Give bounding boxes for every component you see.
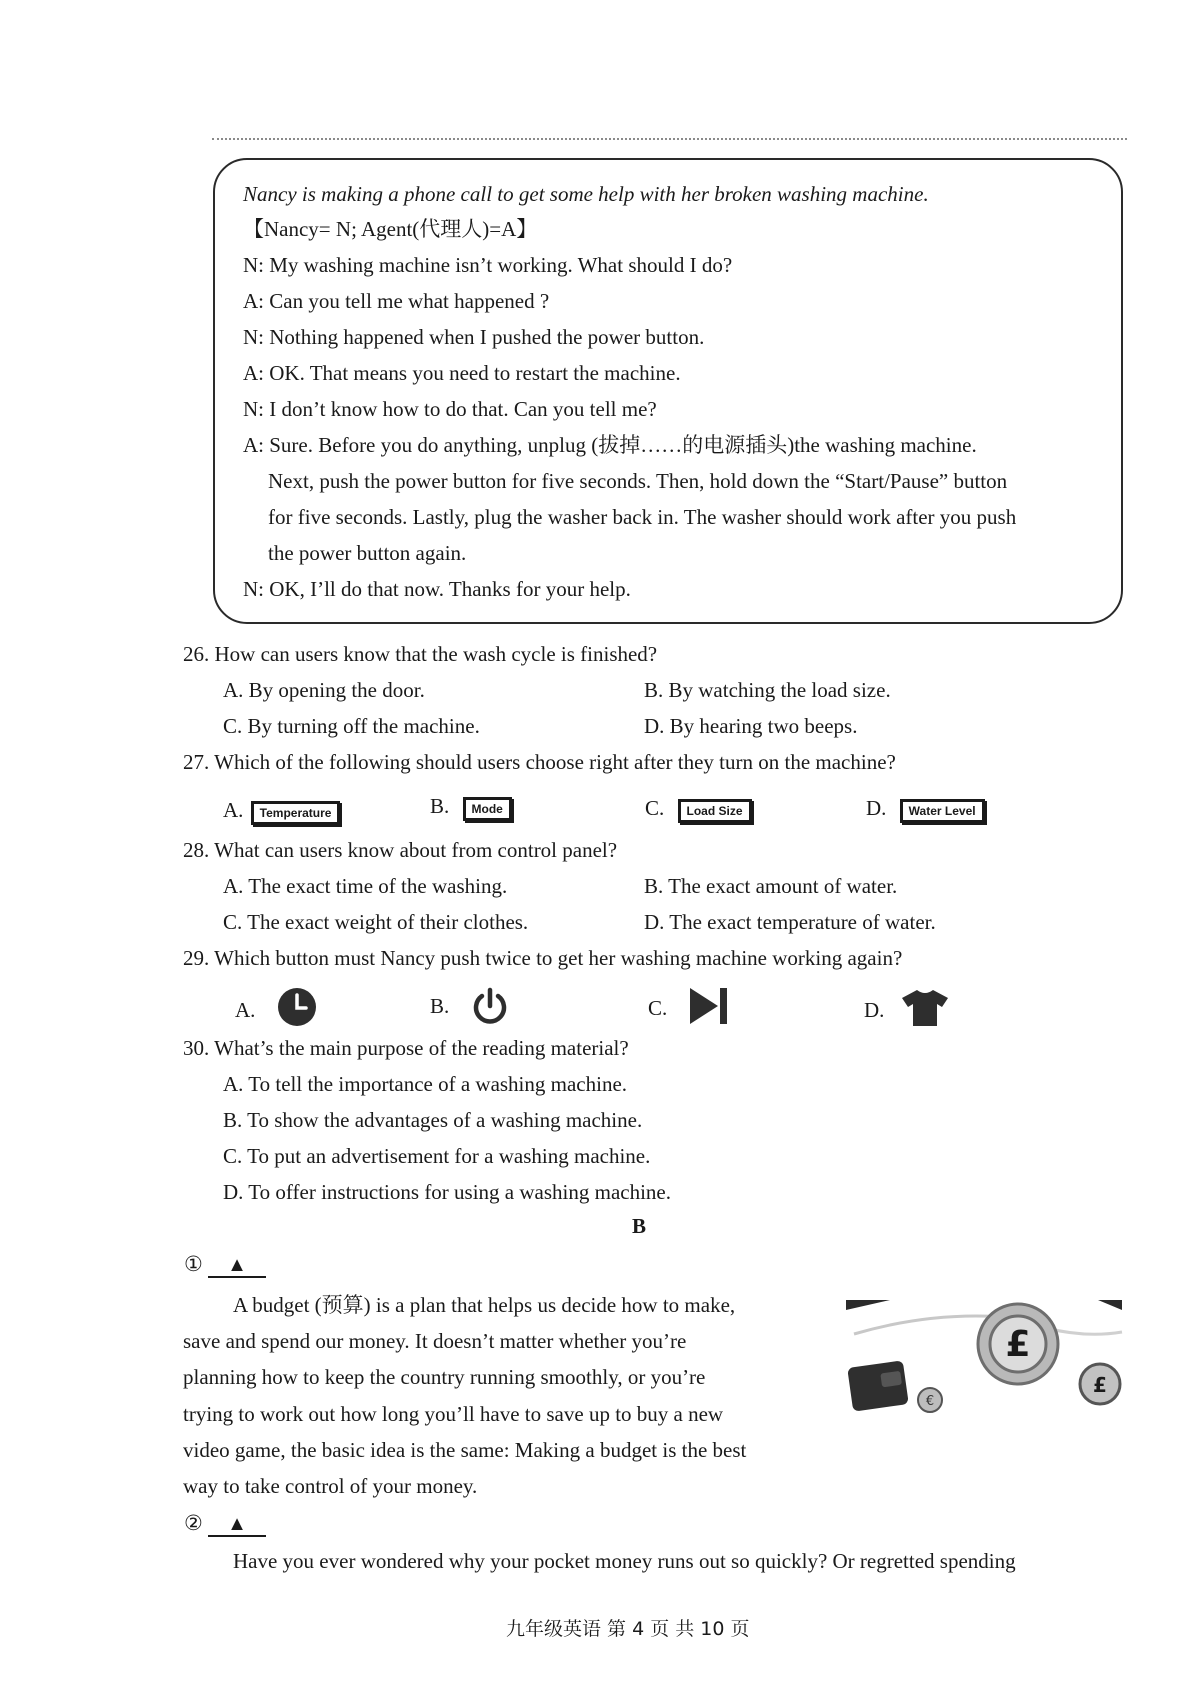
question-28-option-a: A. The exact time of the washing. [223, 874, 508, 898]
question-30-option-c: C. To put an advertisement for a washing machine. [223, 1144, 651, 1168]
option-letter: B. [430, 994, 450, 1018]
dialogue-line: A: Can you tell me what happened ? [243, 289, 550, 313]
dialogue-line: for five seconds. Lastly, plug the washer back in. The washer should work after you push [268, 505, 1017, 529]
paragraph-line: planning how to keep the country running smoothly, or you’re [183, 1365, 706, 1389]
dialogue-line: A: OK. That means you need to restart the machine. [243, 361, 681, 385]
blank-triangle: ▲ [208, 1254, 266, 1278]
option-letter: A. [223, 798, 244, 822]
question-26-stem: 26. How can users know that the wash cycle is finished? [183, 642, 658, 666]
question-28-option-c: C. The exact weight of their clothes. [223, 910, 529, 934]
dialogue-roles: 【Nancy= N; Agent(代理人)=A】 [243, 217, 538, 241]
paragraph-line: trying to work out how long you’ll have to save up to buy a new [183, 1402, 724, 1426]
option-letter: D. [864, 998, 885, 1022]
dialogue-line: A: Sure. Before you do anything, unplug (拔掉……的电源插头)the washing machine. [243, 433, 977, 457]
question-30-option-a: A. To tell the importance of a washing machine. [223, 1072, 628, 1096]
question-27-option-b [430, 792, 512, 821]
option-letter: D. [866, 796, 887, 820]
paragraph-line: video game, the basic idea is the same: Making a budget is the best [183, 1438, 747, 1462]
question-27-option-c [645, 794, 752, 823]
svg-text:£: £ [1005, 1324, 1031, 1365]
load-size-button-image: Load Size [678, 799, 752, 823]
water-level-button-image: Water Level [900, 799, 985, 823]
question-27-option-d [866, 794, 985, 823]
option-letter: A. [235, 998, 256, 1022]
page-footer: 九年级英语 第 4 页 共 10 页 [506, 1618, 750, 1640]
dialogue-line: N: OK, I’ll do that now. Thanks for your help. [243, 577, 631, 601]
question-26-option-a: A. By opening the door. [223, 678, 425, 702]
temperature-button-image: Temperature [251, 801, 341, 825]
dialogue-line: the power button again. [268, 541, 467, 565]
shirt-icon [900, 988, 950, 1028]
blank-triangle: ▲ [208, 1513, 266, 1537]
question-29-stem: 29. Which button must Nancy push twice to get her washing machine working again? [183, 946, 903, 970]
section-label: B [632, 1214, 647, 1238]
option-letter: C. [648, 996, 668, 1020]
question-30-stem: 30. What’s the main purpose of the reading material? [183, 1036, 629, 1060]
dialogue-line: N: I don’t know how to do that. Can you tell me? [243, 397, 657, 421]
question-27-option-a [223, 796, 340, 825]
paragraph-line: save and spend our money. It doesn’t matter whether you’re [183, 1329, 687, 1353]
question-26-option-b: B. By watching the load size. [644, 678, 891, 702]
heading-number: ① [184, 1252, 203, 1276]
question-30-option-b: B. To show the advantages of a washing machine. [223, 1108, 643, 1132]
question-28-stem: 28. What can users know about from control panel? [183, 838, 618, 862]
top-divider [212, 138, 1127, 140]
heading-2-blank [184, 1509, 266, 1537]
heading-1-blank [184, 1250, 266, 1278]
question-26-option-c: C. By turning off the machine. [223, 714, 480, 738]
heading-number: ② [184, 1511, 203, 1535]
budget-illustration [846, 1298, 1126, 1430]
option-letter: C. [645, 796, 665, 820]
question-26-option-d: D. By hearing two beeps. [644, 714, 858, 738]
option-letter: B. [430, 794, 450, 818]
dialogue-line: N: My washing machine isn’t working. What should I do? [243, 253, 733, 277]
dialogue-line: N: Nothing happened when I pushed the power button. [243, 325, 705, 349]
question-28-option-d: D. The exact temperature of water. [644, 910, 936, 934]
question-28-option-b: B. The exact amount of water. [644, 874, 898, 898]
paragraph-line: Have you ever wondered why your pocket money runs out so quickly? Or regretted spending [233, 1549, 1016, 1573]
clock-icon [276, 986, 318, 1028]
power-icon [470, 986, 510, 1028]
question-30-option-d: D. To offer instructions for using a washing machine. [223, 1180, 672, 1204]
svg-text:£: £ [1093, 1373, 1107, 1397]
paragraph-line: A budget (预算) is a plan that helps us decide how to make, [233, 1293, 736, 1317]
svg-text:€: € [925, 1394, 935, 1409]
dialogue-intro: Nancy is making a phone call to get some help with her broken washing machine. [243, 182, 929, 206]
paragraph-line: way to take control of your money. [183, 1474, 478, 1498]
dialogue-line: Next, push the power button for five seconds. Then, hold down the “Start/Pause” button [268, 469, 1008, 493]
play-pause-icon [688, 986, 730, 1026]
question-27-stem: 27. Which of the following should users choose right after they turn on the machine? [183, 750, 896, 774]
mode-button-image: Mode [463, 797, 512, 821]
